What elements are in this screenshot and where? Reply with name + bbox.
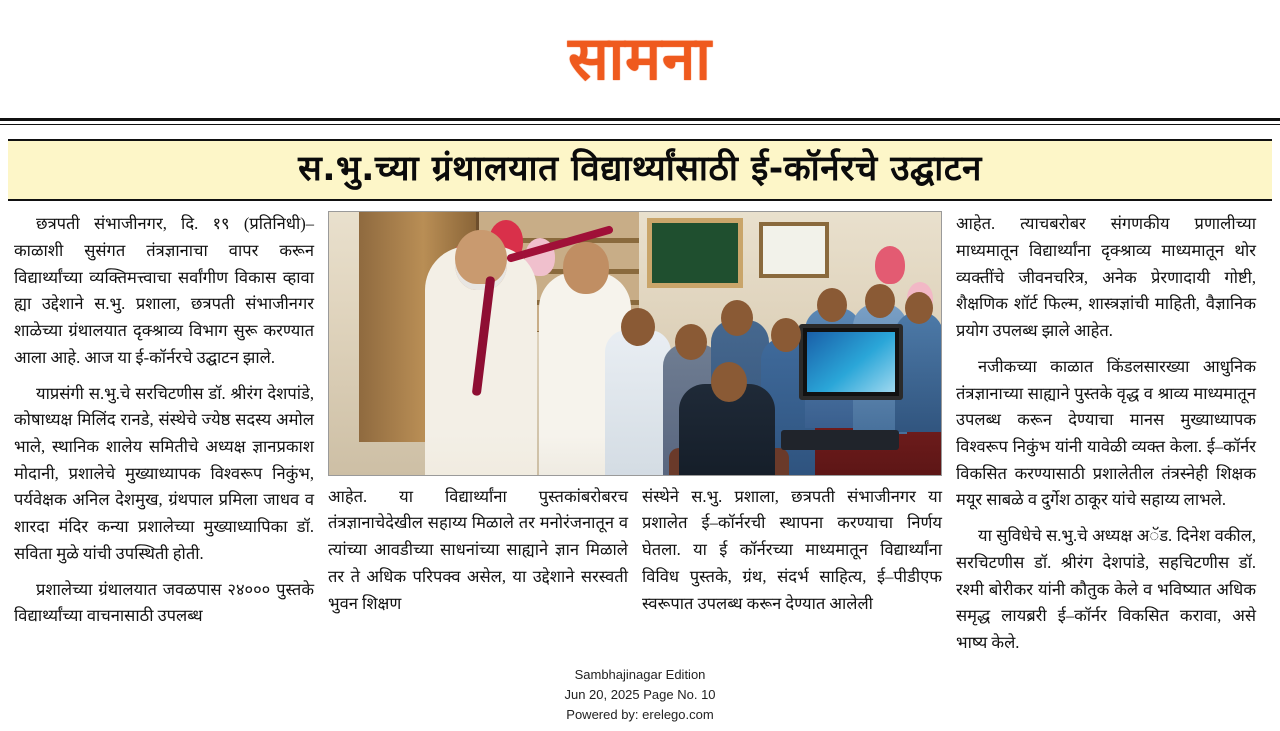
- photo-student-head: [721, 300, 753, 336]
- photo-keyboard: [781, 430, 899, 450]
- paragraph: आहेत. त्याचबरोबर संगणकीय प्रणालीच्या माध्यमातून विद्यार्थ्यांना दृक्श्राव्य माध्यमातून थोर व्यक्तींचे जीवनचरित्र, अनेक प्रेरणादायी गोष्टी, शैक्षणिक शॉर्ट फिल्म, शास्त्रज्ञांची माहिती, वैज्ञानिक प्रयोग उपलब्ध झाले आहेत.: [956, 214, 1256, 341]
- edition-label: Sambhajinagar Edition: [574, 666, 706, 682]
- photo-person-head: [563, 242, 609, 294]
- paragraph: प्रशालेच्या ग्रंथालयात जवळपास २४००० पुस्तके विद्यार्थ्यांच्या वाचनासाठी उपलब्ध: [14, 579, 314, 626]
- paragraph: छत्रपती संभाजीनगर, दि. १९ (प्रतिनिधी)– काळाशी सुसंगत तंत्रज्ञानाचा वापर करून विद्यार्थ्यांच्या व्यक्तिमत्त्वाचा सर्वांगीण विकास व्हावा ह्या उद्देशाने स.भु. प्रशाला, छत्रपती संभाजीनगर शाळेच्या ग्रंथालयात दृक्श्राव्य विभाग सुरू करण्यात आला आहे. आज या ई-कॉर्नरचे उद्घाटन झाले.: [14, 214, 314, 367]
- article-body: [0, 201, 1280, 653]
- masthead: [0, 0, 1280, 118]
- article-column-mid-left: [328, 484, 628, 627]
- newspaper-title: सामना: [568, 24, 712, 94]
- date-page-label: Jun 20, 2025 Page No. 10: [564, 686, 716, 702]
- photo-and-captions: [328, 211, 942, 626]
- photo-monitor: [799, 324, 903, 400]
- photo-student: [605, 330, 671, 475]
- paragraph: संस्थेने स.भु. प्रशाला, छत्रपती संभाजीनगर या प्रशालेत ई–कॉर्नरची स्थापना करण्याचा निर्णय घेतला. या ई कॉर्नरच्या माध्यमातून विद्यार्थ्यांना विविध पुस्तके, ग्रंथ, संदर्भ साहित्य, ई–पीडीएफ स्वरूपात उपलब्ध करून देण्यात आलेली: [642, 486, 942, 613]
- photo-student-head: [621, 308, 655, 346]
- footer: [0, 665, 1280, 725]
- article-column-left: [14, 211, 314, 626]
- powered-by-label: Powered by: erelego.com: [566, 706, 714, 722]
- ribbon-cutting-e-corner-library-photo: [328, 211, 942, 475]
- article-columns-below-photo: [328, 484, 942, 627]
- paragraph: नजीकच्या काळात किंडलसारख्या आधुनिक तंत्रज्ञानाच्या साह्याने पुस्तके वृद्ध व श्राव्य माध्यमातून उपलब्ध करून देण्याचा मानस मुख्याध्यापक विश्वरूप निकुंभ यांनी यावेळी व्यक्त केला. ई–कॉर्नर विकसित करण्यासाठी प्रशालेतील तंत्रस्नेही शिक्षक मयूर साबळे व दुर्गेश ठाकूर यांचे सहाय्य लाभले.: [956, 356, 1256, 510]
- headline-band: [8, 139, 1272, 201]
- article-column-mid-right: [642, 484, 942, 627]
- paragraph: या सुविधेचे स.भु.चे अध्यक्ष अॅड. दिनेश वकील, सरचिटणीस डॉ. श्रीरंग देशपांडे, सहचिटणीस डॉ. रश्मी बोरीकर यांनी कौतुक केले व भविष्यात अधिक समृद्ध लायब्ररी ई–कॉर्नर विकसित करावा, असे भाष्य केले.: [956, 526, 1256, 653]
- photo-student-head: [711, 362, 747, 402]
- photo-student-head: [675, 324, 707, 360]
- masthead-divider: [0, 118, 1280, 121]
- photo-person-head: [455, 230, 507, 290]
- article-column-right: [956, 211, 1256, 653]
- photo-blackboard: [647, 218, 743, 288]
- photo-noticeboard: [759, 222, 829, 278]
- photo-balloon: [875, 246, 905, 284]
- article-headline: स.भु.च्या ग्रंथालयात विद्यार्थ्यांसाठी ई-कॉर्नरचे उद्घाटन: [298, 149, 982, 189]
- masthead-divider-thin: [0, 124, 1280, 125]
- paragraph: याप्रसंगी स.भु.चे सरचिटणीस डॉ. श्रीरंग देशपांडे, कोषाध्यक्ष मिलिंद रानडे, संस्थेचे ज्येष्ठ सदस्य अमोल भाले, स्थानिक शालेय समितीचे अध्यक्ष ज्ञानप्रकाश मोदानी, प्रशालेचे मुख्याध्यापक विश्वरूप निकुंभ, पर्यवेक्षक अनिल देशमुख, ग्रंथपाल प्रमिला जाधव व शारदा मंदिर कन्या प्रशालेच्या मुख्याध्यापिका डॉ. सविता मुळे यांची उपस्थिती होती.: [14, 383, 314, 563]
- photo-monitor-screen: [807, 332, 895, 392]
- paragraph: आहेत. या विद्यार्थ्यांना पुस्तकांबरोबरच तंत्रज्ञानाचेदेखील सहाय्य मिळाले तर मनोरंजनातून व त्यांच्या आवडीच्या साधनांच्या साह्याने ज्ञान मिळाले तर ते अधिक परिपक्व असेल, या उद्देशाने सरस्वती भुवन शिक्षण: [328, 486, 628, 613]
